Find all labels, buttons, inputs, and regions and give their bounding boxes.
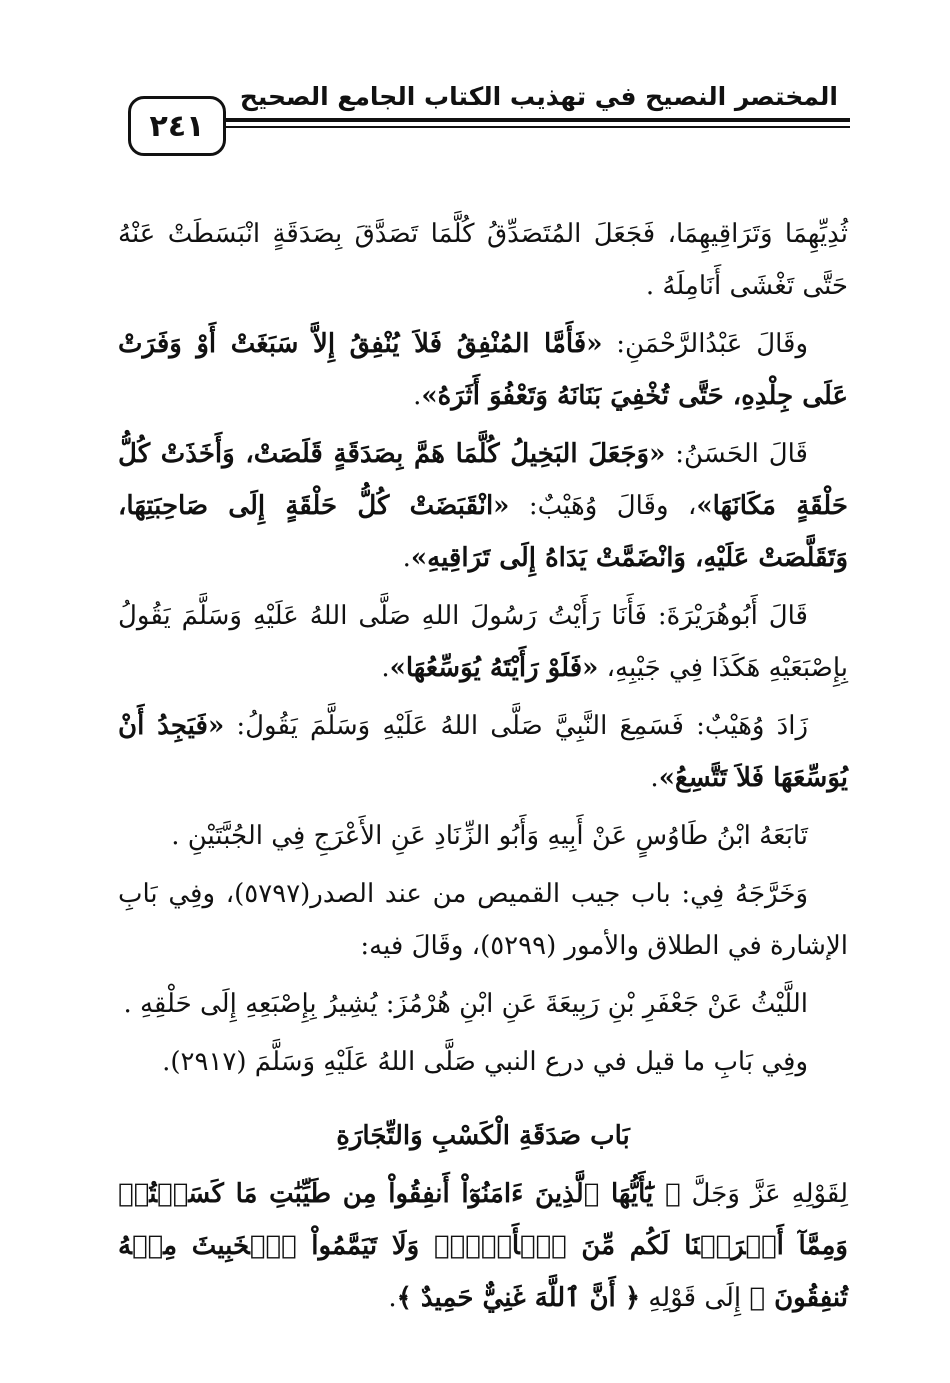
hadith-quote: «وَجَعَلَ البَخِيلُ كُلَّمَا هَمَّ بِصَدَقَةٍ قَلَصَتْ، وَأَخَذَتْ كُلُّ حَلْقَةٍ مَكَانَهَا» [118,439,848,521]
paragraph-8-text: اللَّيْثُ عَنْ جَعْفَرِ بْنِ رَبِيعَةَ عَنِ ابْنِ هُرْمُزَ: يُشِيرُ بِإِصْبَعِهِ إِلَى حَلْقِهِ . [123,989,808,1019]
paragraph-2 [118,318,848,422]
punctuation: . [402,543,411,573]
narrator-text: ، وقَالَ وُهَيْبٌ: [509,491,697,521]
paragraph-1 [118,208,848,312]
paragraph-9-text: وفِي بَابِ ما قيل في درع النبي صَلَّى اللهُ عَلَيْهِ وَسَلَّمَ (٢٩١٧). [162,1047,808,1077]
narrator-text: قَالَ أَبُوهُرَيْرَةَ: فَأَنَا رَأَيْتُ رَسُولَ اللهِ صَلَّى اللهُ عَلَيْهِ وَسَلَّمَ يَقُولُ بِإِصْبَعَيْهِ هَكَذَا فِي جَيْبِهِ، [118,601,848,683]
paragraph-6 [118,810,848,862]
page-header [0,0,950,170]
paragraph-3 [118,428,848,584]
paragraph-7 [118,868,848,972]
narrator-text: قَالَ الحَسَنُ: [665,439,808,469]
narrator-text: زَادَ وُهَيْبٌ: فَسَمِعَ النَّبِيَّ صَلَّى اللهُ عَلَيْهِ وَسَلَّمَ يَقُولُ: [224,711,808,741]
quran-verse: ﴿ أَنَّ ٱللَّهَ غَنِيٌّ حَمِيدٌ ﴾ [396,1283,641,1313]
quran-verse: ﴿ يَٰٓأَيُّهَا ٱلَّذِينَ ءَامَنُوٓاْ أَنفِقُواْ مِن طَيِّبَٰتِ مَا كَسَبۡتُمۡ وَمِمَّآ أَخۡرَجۡنَا لَكُم مِّنَ ٱلۡأَرۡضِۖ وَلَا تَيَمَّمُواْ ٱلۡخَبِيثَ مِنۡهُ تُنفِقُونَ ﴾ [118,1179,848,1313]
paragraph-8 [118,978,848,1030]
paragraph-9 [118,1036,848,1088]
punctuation: . [650,763,659,793]
header-rule-thick [226,118,850,122]
paragraph-4 [118,590,848,694]
paragraph-10 [118,1168,848,1324]
hadith-quote: «انْقَبَضَتْ كُلُّ حَلْقَةٍ إِلَى صَاحِبَتِهَا، وَتَقَلَّصَتْ عَلَيْهِ، وَانْضَمَّتْ يَدَاهُ إِلَى تَرَاقِيهِ» [118,491,848,573]
punctuation: . [388,1283,397,1313]
punctuation: . [381,653,390,683]
header-rule-thin [226,126,850,128]
narrator-text: إِلَى قَوْلِهِ [640,1283,750,1313]
paragraph-5 [118,700,848,804]
punctuation: . [413,381,422,411]
paragraph-6-text: تَابَعَهُ ابْنُ طَاوُسٍ عَنْ أَبِيهِ وَأَبُو الزِّنَادِ عَنِ الأَعْرَجِ فِي الجُبَّتَيْنِ . [171,821,808,851]
hadith-quote: «فَلَوْ رَأَيْتَهُ يُوَسِّعُهَا» [389,653,599,683]
paragraph-7-text: وَخَرَّجَهُ فِي: باب جيب القميص من عند الصدر(٥٧٩٧)، وفِي بَابِ الإشارة في الطلاق والأمور (٥٢٩٩)، وقَالَ فيه: [118,879,848,961]
hadith-quote: «فَيَجِدُ أَنْ يُوَسِّعَهَا فَلاَ تَتَّسِعُ» [118,711,848,793]
narrator-text: لِقَوْلِهِ عَزَّ وَجَلَّ [680,1179,849,1209]
paragraph-1-text: ثُدِيِّهِمَا وَتَرَاقِيهِمَا، فَجَعَلَ المُتَصَدِّقُ كُلَّمَا تَصَدَّقَ بِصَدَقَةٍ انْبَسَطَتْ عَنْهُ حَتَّى تَغْشَى أَنَامِلَهُ . [118,219,848,301]
book-title: المختصر النصيح في تهذيب الكتاب الجامع الصحيح [239,82,838,111]
hadith-quote: «فَأَمَّا المُنْفِقُ فَلاَ يُنْفِقُ إِلاَّ سَبَغَتْ أَوْ وَفَرَتْ عَلَى جِلْدِهِ، حَتَّى تُخْفِيَ بَنَانَهُ وَتَعْفُوَ أَثَرَهُ» [118,329,848,411]
page-body [118,208,848,1330]
section-heading: بَاب صَدَقَةِ الْكَسْبِ وَالتِّجَارَةِ [336,1121,630,1151]
narrator-text: وقَالَ عَبْدُالرَّحْمَنِ: [602,329,808,359]
page-number-box [128,96,226,156]
page-number: ٢٤١ [149,108,205,144]
